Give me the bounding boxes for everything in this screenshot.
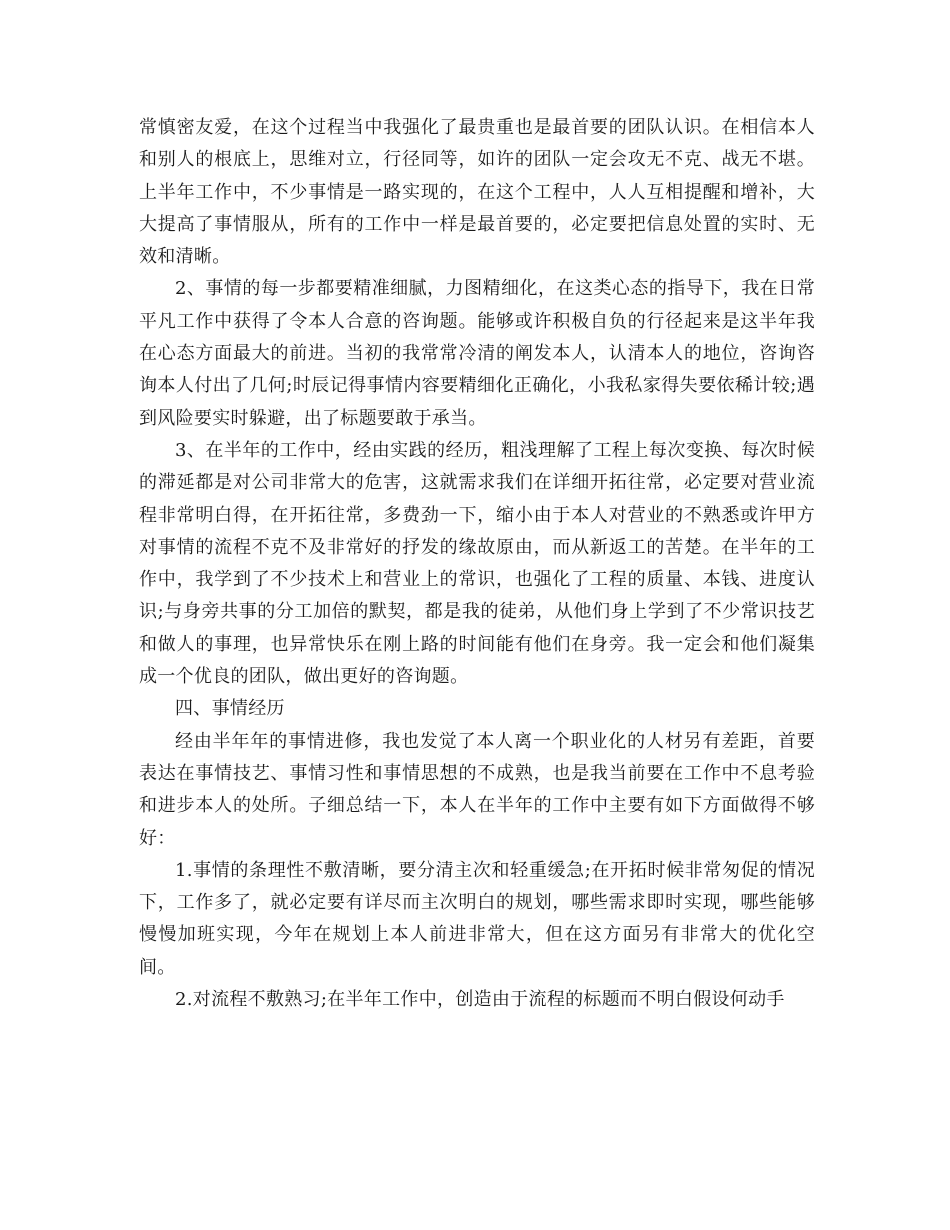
paragraph-shortcoming-1: 1.事情的条理性不敷清晰，要分清主次和轻重缓急;在开拓时候非常匆促的情况下，工作多了，就必定要有详尽而主次明白的规划，哪些需求即时实现，哪些能够慢慢加班实现，今年在规划上本人前进非常大，但在这方面另有非常大的优化空间。	[139, 859, 815, 978]
paragraph-point-2: 2、事情的每一步都要精准细腻，力图精细化，在这类心态的指导下，我在日常平凡工作中获得了令本人合意的咨询题。能够或许积极自负的行径起来是这半年我在心态方面最大的前进。当初的我常常冷清的阐发本人，认清本人的地位，咨询咨询本人付出了几何;时辰记得事情内容要精细化正确化，小我私家得失要依稀计较;遇到风险要实时躲避，出了标题要敢于承当。	[139, 278, 815, 429]
paragraph-point-3: 3、在半年的工作中，经由实践的经历，粗浅理解了工程上每次变换、每次时候的滞延都是对公司非常大的危害，这就需求我们在详细开拓往常，必定要对营业流程非常明白得，在开拓往常，多费劲一下，缩小由于本人对营业的不熟悉或许甲方对事情的流程不克不及非常好的抒发的缘故原由，而从新返工的苦楚。在半年的工作中，我学到了不少技术上和营业上的常识，也强化了工程的质量、本钱、进度认识;与身旁共事的分工加倍的默契，都是我的徒弟，从他们身上学到了不少常识技艺和做人的事理，也异常快乐在刚上路的时间能有他们在身旁。我一定会和他们凝集成一个优良的团队，做出更好的咨询题。	[139, 439, 815, 688]
paragraph-teamwork-continuation: 常慎密友爱，在这个过程当中我强化了最贵重也是最首要的团队认识。在相信本人和别人的根底上，思维对立，行径同等，如许的团队一定会攻无不克、战无不堪。上半年工作中，不少事情是一路实现的，在这个工程中，人人互相提醒和增补，大大提高了事情服从，所有的工作中一样是最首要的，必定要把信息处置的实时、无效和清晰。	[139, 117, 815, 268]
document-body	[139, 112, 815, 1016]
paragraph-shortcoming-2: 2.对流程不敷熟习;在半年工作中，创造由于流程的标题而不明白假设何动手	[175, 989, 785, 1011]
paragraph-experience-intro: 经由半年年的事情进修，我也发觉了本人离一个职业化的人材另有差距，首要表达在事情技艺、事情习性和事情思想的不成熟，也是我当前要在工作中不息考验和进步本人的处所。子细总结一下，本人在半年的工作中主要有如下方面做得不够好：	[139, 730, 815, 849]
section-heading-work-experience: 四、事情经历	[175, 698, 285, 720]
